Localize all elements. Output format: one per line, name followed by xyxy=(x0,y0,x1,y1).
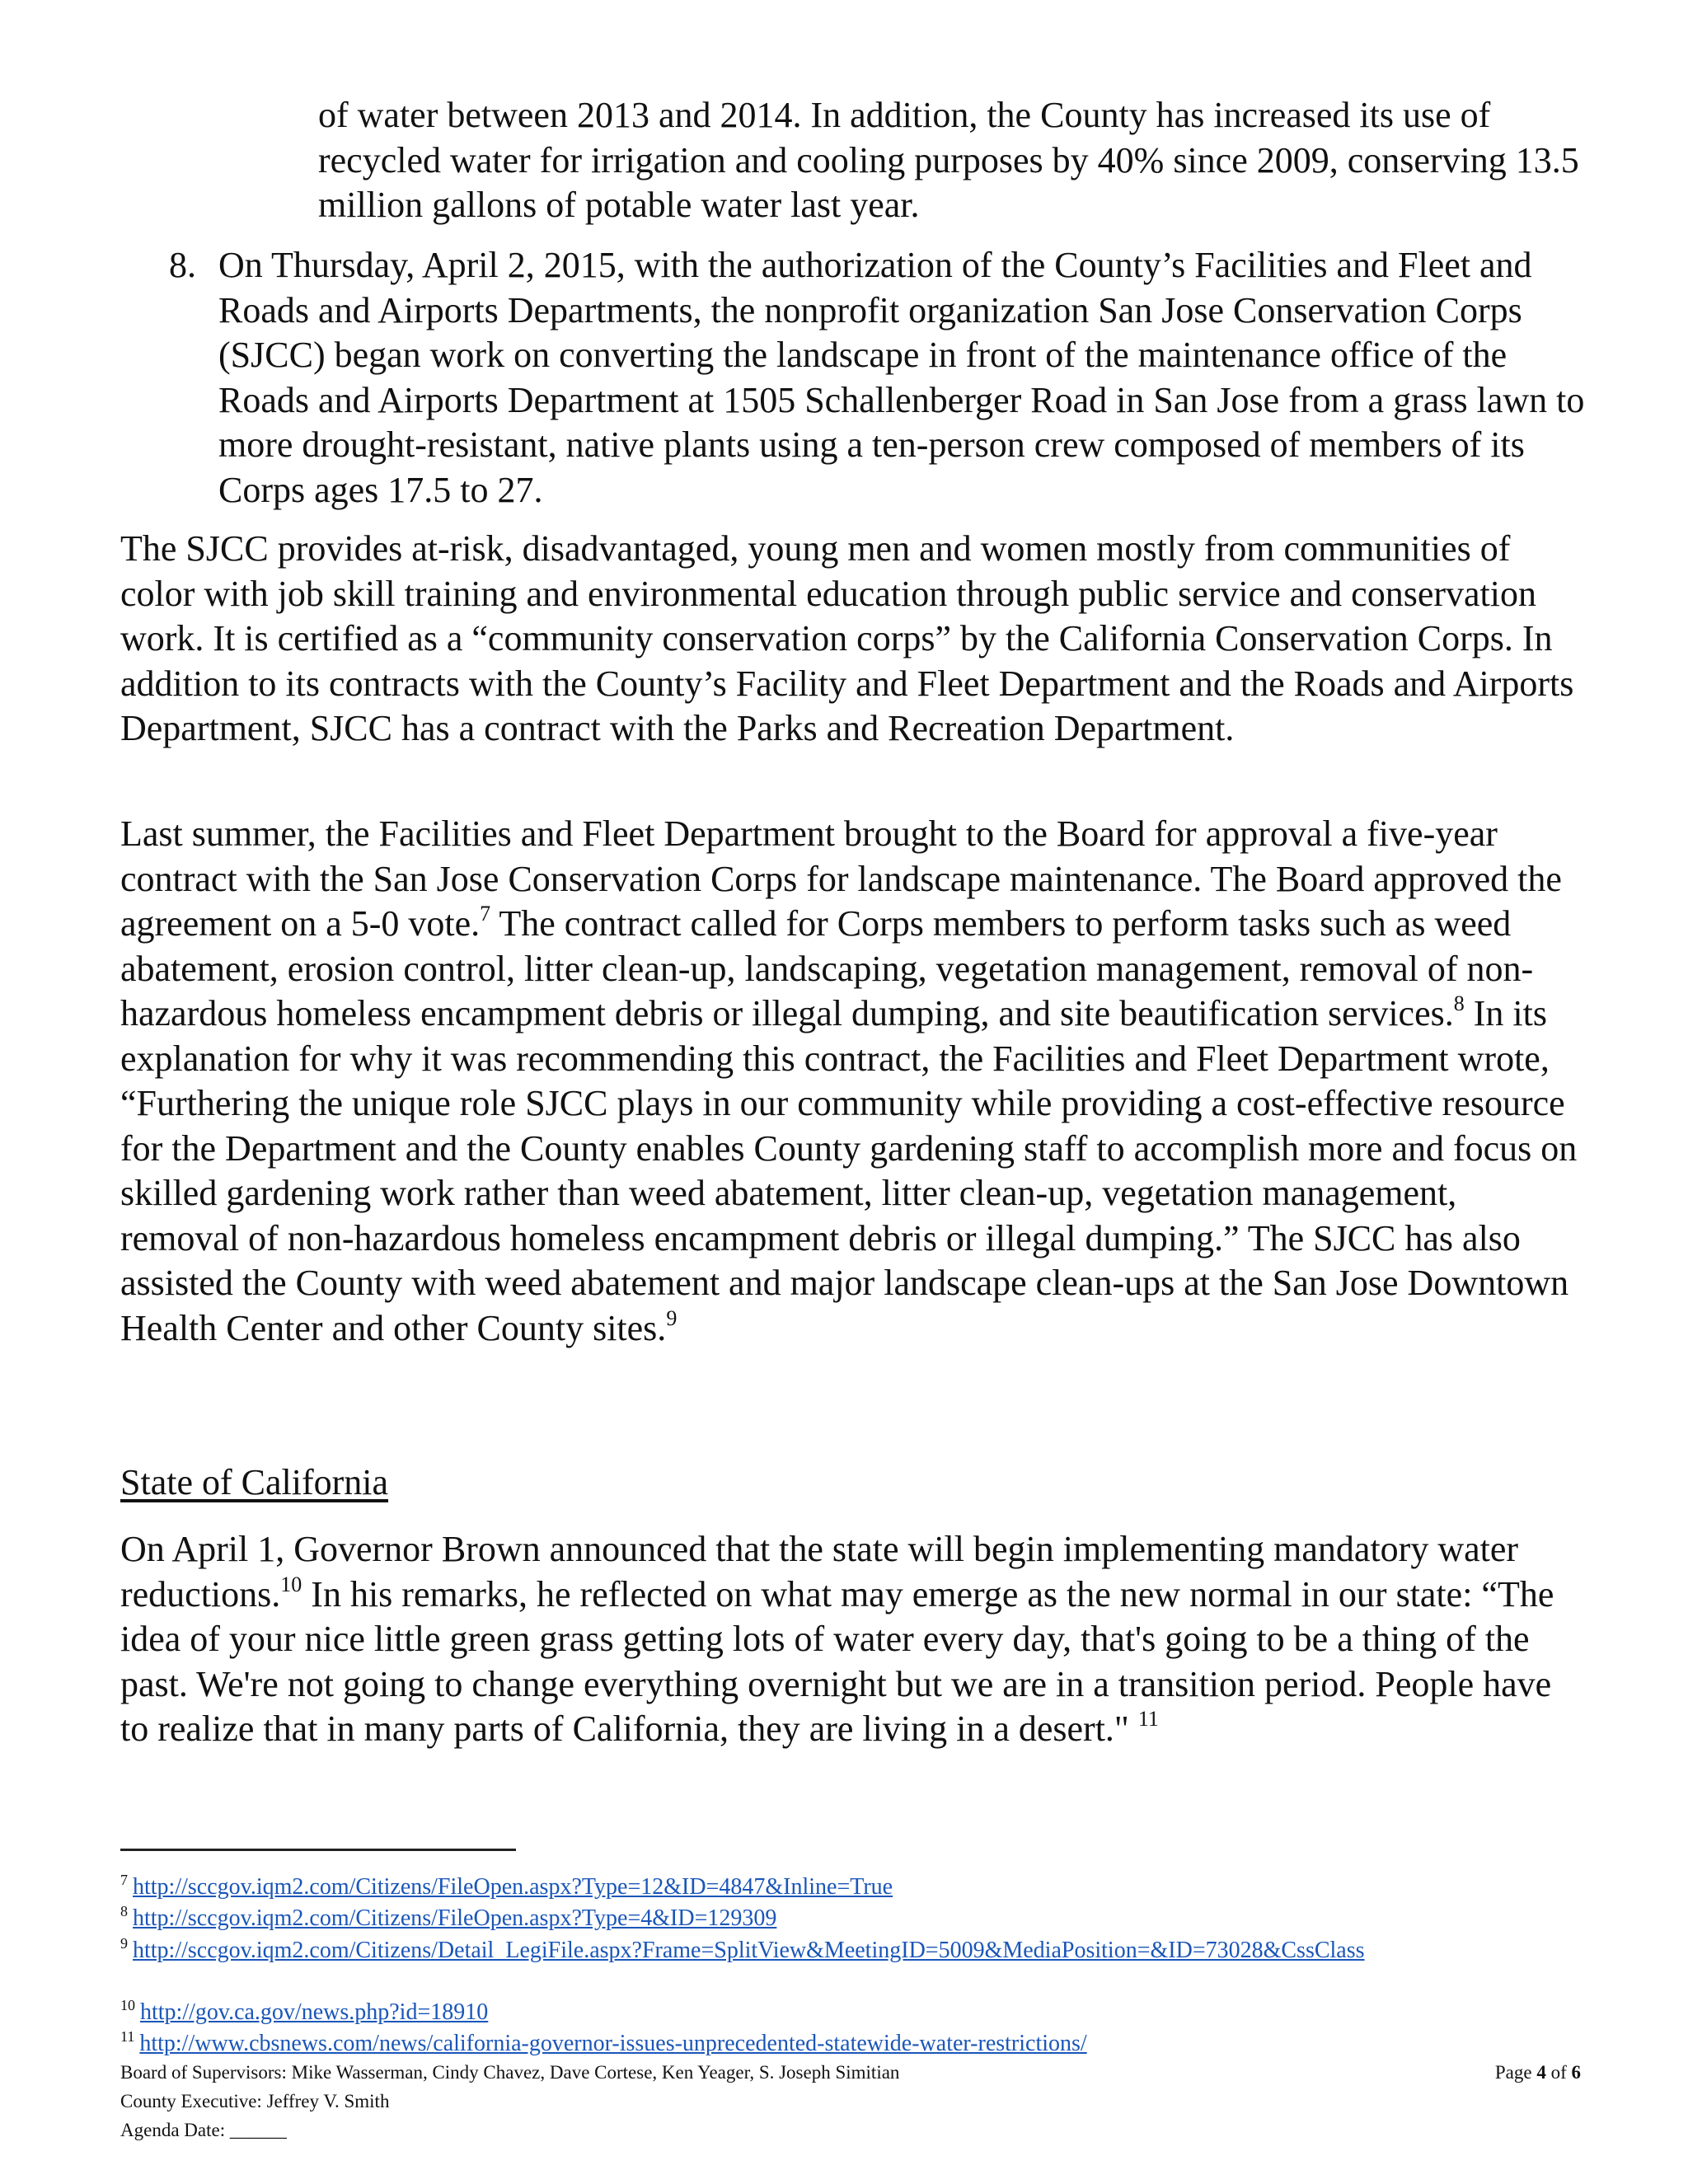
footnote-link[interactable]: http://gov.ca.gov/news.php?id=18910 xyxy=(140,1999,489,2025)
footnote-8 xyxy=(120,1905,776,1933)
paragraph-sjcc: The SJCC provides at-risk, disadvantaged, young men and women mostly from communities of color with job skill training and environmental education through public service and conservation work. It is certified as a “community conservation corps” by the California Conservation Corps. In addition to its contracts with the County’s Facility and Fleet Department and the Roads and Airports Department, SJCC has a contract with the Parks and Recreation Department. xyxy=(120,528,1574,748)
paragraph-text: On April 1, Governor Brown announced that the state will begin implementing mandatory water reductions. xyxy=(120,1529,1519,1615)
footnote-number: 7 xyxy=(120,1872,128,1888)
footnote-separator xyxy=(120,1849,516,1851)
item-7-continuation: of water between 2013 and 2014. In addition, the County has increased its use of recycled water for irrigation and cooling purposes by 40% since 2009, conserving 13.5 million gallons of potable water last year. xyxy=(318,95,1579,225)
page-prefix: Page xyxy=(1494,2062,1537,2083)
page-total: 6 xyxy=(1571,2062,1581,2083)
list-item-text: On Thursday, April 2, 2015, with the authorization of the County’s Facilities and Fleet and Roads and Airports Departments, the nonprofit organization San Jose Conservation Corps (SJCC) began work on converting the landscape in front of the maintenance office of the Roads and Airports Department at 1505 Schallenberger Road in San Jose from a grass lawn to more drought-resistant, native plants using a ten-person crew composed of members of its Corps ages 17.5 to 27. xyxy=(218,245,1585,510)
footnote-9 xyxy=(120,1937,1571,1965)
page-number xyxy=(1495,2060,1581,2085)
page-current: 4 xyxy=(1536,2062,1546,2083)
footnote-ref-10[interactable]: 10 xyxy=(280,1572,302,1596)
paragraph-text: Last summer, the Facilities and Fleet Department brought to the Board for approval a five-year contract with the San Jose Conservation Corps for landscape maintenance. The Board approved the agreement on a 5-0 vote. xyxy=(120,813,1562,944)
footnote-ref-9[interactable]: 9 xyxy=(666,1305,678,1330)
paragraph-governor-brown xyxy=(120,1527,1579,1752)
footnote-number: 10 xyxy=(120,1997,135,2013)
footnote-ref-7[interactable]: 7 xyxy=(480,902,491,926)
section-heading: State of California xyxy=(120,1462,389,1502)
paragraph-text: In his remarks, he reflected on what may emerge as the new normal in our state: “The idea of your nice little green grass getting lots of water every day, that's going to be a thing of the past. We're not going to change everything overnight but we are in a transition period. People have to realize that in many parts of California, they are living in a desert." xyxy=(120,1573,1554,1749)
list-item-8 xyxy=(169,243,1599,513)
paragraph-last-summer xyxy=(120,812,1579,1351)
footnote-ref-8[interactable]: 8 xyxy=(1453,991,1465,1015)
footnote-10 xyxy=(120,1999,488,2027)
footnote-link[interactable]: http://sccgov.iqm2.com/Citizens/FileOpen.aspx?Type=4&ID=129309 xyxy=(133,1905,777,1931)
footer-board-of-supervisors: Board of Supervisors: Mike Wasserman, Cindy Chavez, Dave Cortese, Ken Yeager, S. Joseph Simitian xyxy=(120,2062,900,2083)
page-of: of xyxy=(1545,2062,1572,2083)
footer-agenda-date: Agenda Date: ______ xyxy=(120,2120,287,2140)
footnote-number: 8 xyxy=(120,1903,128,1919)
footnote-number: 11 xyxy=(120,2028,135,2045)
paragraph-text: The contract called for Corps members to perform tasks such as weed abatement, erosion control, litter clean-up, landscaping, vegetation management, removal of non-hazardous homeless encampment debris or illegal dumping, and site beautification services. xyxy=(120,903,1534,1033)
footnote-link[interactable]: http://sccgov.iqm2.com/Citizens/Detail_LegiFile.aspx?Frame=SplitView&MeetingID=5009&MediaPosition=&ID=73028&CssClass xyxy=(133,1938,1365,1963)
footnote-11 xyxy=(120,2030,1087,2058)
list-item-number: 8. xyxy=(169,245,196,285)
footnote-ref-11[interactable]: 11 xyxy=(1137,1707,1159,1731)
footnote-number: 9 xyxy=(120,1935,128,1952)
footnote-link[interactable]: http://sccgov.iqm2.com/Citizens/FileOpen.aspx?Type=12&ID=4847&Inline=True xyxy=(133,1874,893,1900)
paragraph-text: In its explanation for why it was recommending this contract, the Facilities and Fleet Department wrote, “Furthering the unique role SJCC plays in our community while providing a cost-effective resource for the Department and the County enables County gardening staff to accomplish more and focus on skilled gardening work rather than weed abatement, litter clean-up, vegetation management, removal of non-hazardous homeless encampment debris or illegal dumping.” The SJCC has also assisted the County with weed abatement and major landscape clean-ups at the San Jose Downtown Health Center and other County sites. xyxy=(120,993,1578,1348)
footnote-7 xyxy=(120,1873,893,1901)
footer-county-executive: County Executive: Jeffrey V. Smith xyxy=(120,2091,390,2111)
footnote-link[interactable]: http://www.cbsnews.com/news/california-governor-issues-unprecedented-statewide-water-restrictions/ xyxy=(139,2031,1087,2056)
